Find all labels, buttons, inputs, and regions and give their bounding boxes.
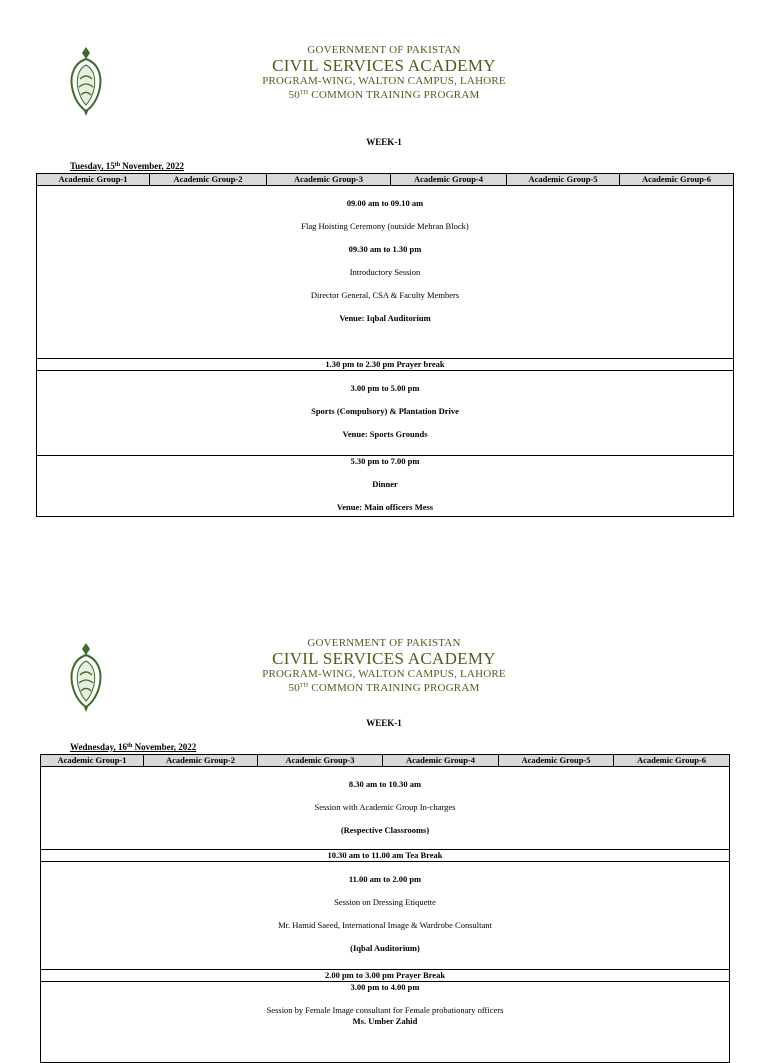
academy-crest-icon: [66, 641, 106, 713]
break-label: 10.30 am to 11.00 am Tea Break: [41, 850, 730, 862]
group-header: Academic Group-5: [499, 755, 614, 767]
session-time: 3.00 pm to 5.00 pm: [350, 383, 420, 393]
session-venue: (Respective Classrooms): [340, 825, 430, 835]
session-row: [37, 456, 734, 517]
group-header: Academic Group-1: [41, 755, 144, 767]
session-venue: Venue: Iqbal Auditorium: [339, 313, 431, 323]
session-time: 8.30 am to 10.30 am: [348, 779, 422, 789]
academy-crest-icon: [66, 45, 106, 117]
session-time: 5.30 pm to 7.00 pm: [350, 456, 420, 466]
session-row: [41, 982, 730, 1063]
group-header: Academic Group-2: [150, 174, 267, 186]
session-title: Session by Female Image consultant for Female probationary officers: [266, 1005, 504, 1015]
group-header-row: [41, 755, 730, 767]
session-time: 3.00 pm to 4.00 pm: [350, 982, 420, 992]
week-label: WEEK-1: [366, 137, 402, 147]
group-header: Academic Group-6: [620, 174, 734, 186]
government-title: GOVERNMENT OF PAKISTAN: [307, 637, 461, 649]
session-time: 11.00 am to 2.00 pm: [348, 874, 422, 884]
session-title: Introductory Session: [349, 267, 421, 277]
session-row: [41, 767, 730, 850]
schedule-date: Tuesday, 15th November, 2022: [70, 161, 184, 171]
session-speaker: Director General, CSA & Faculty Members: [310, 290, 460, 300]
session-speaker: Mr. Hamid Saeed, International Image & Wardrobe Consultant: [278, 920, 492, 930]
week-label: WEEK-1: [366, 718, 402, 728]
session-speaker: Ms. Umber Zahid: [352, 1016, 418, 1026]
group-header: Academic Group-3: [258, 755, 383, 767]
group-header: Academic Group-4: [391, 174, 507, 186]
session-title: Sports (Compulsory) & Plantation Drive: [311, 406, 459, 416]
group-header: Academic Group-3: [267, 174, 391, 186]
break-row: [41, 850, 730, 862]
session-time: 09.00 am to 09.10 am: [346, 198, 424, 208]
group-header: Academic Group-1: [37, 174, 150, 186]
government-title: GOVERNMENT OF PAKISTAN: [307, 44, 461, 56]
session-venue: (Iqbal Auditorium): [350, 943, 420, 953]
session-time: 09.30 am to 1.30 pm: [348, 244, 422, 254]
schedule-table: [36, 173, 734, 517]
academy-title: CIVIL SERVICES ACADEMY: [272, 649, 496, 668]
break-row: [37, 359, 734, 371]
session-row: [41, 862, 730, 970]
program-title: 50TH COMMON TRAINING PROGRAM: [288, 89, 480, 101]
schedule-date: Wednesday, 16th November, 2022: [70, 742, 197, 752]
break-label: 1.30 pm to 2.30 pm Prayer break: [37, 359, 734, 371]
group-header: Academic Group-6: [614, 755, 730, 767]
program-title: 50TH COMMON TRAINING PROGRAM: [288, 682, 480, 694]
session-title: Session with Academic Group In-charges: [314, 802, 456, 812]
group-header-row: [37, 174, 734, 186]
schedule-table: [40, 754, 730, 1063]
session-title: Flag Hoisting Ceremony (outside Mehran Block): [301, 221, 469, 231]
group-header: Academic Group-4: [383, 755, 499, 767]
break-label: 2.00 pm to 3.00 pm Prayer Break: [41, 970, 730, 982]
break-row: [41, 970, 730, 982]
group-header: Academic Group-5: [507, 174, 620, 186]
session-title: Dinner: [372, 479, 398, 489]
wing-title: PROGRAM-WING, WALTON CAMPUS, LAHORE: [262, 75, 506, 87]
session-row: [37, 371, 734, 456]
document-header: [200, 637, 568, 694]
session-venue: Venue: Main officers Mess: [336, 502, 434, 512]
session-row: [37, 186, 734, 359]
academy-title: CIVIL SERVICES ACADEMY: [272, 56, 496, 75]
session-title: Session on Dressing Etiquette: [334, 897, 436, 907]
session-venue: Venue: Sports Grounds: [342, 429, 428, 439]
group-header: Academic Group-2: [144, 755, 258, 767]
document-header: [200, 44, 568, 101]
wing-title: PROGRAM-WING, WALTON CAMPUS, LAHORE: [262, 668, 506, 680]
